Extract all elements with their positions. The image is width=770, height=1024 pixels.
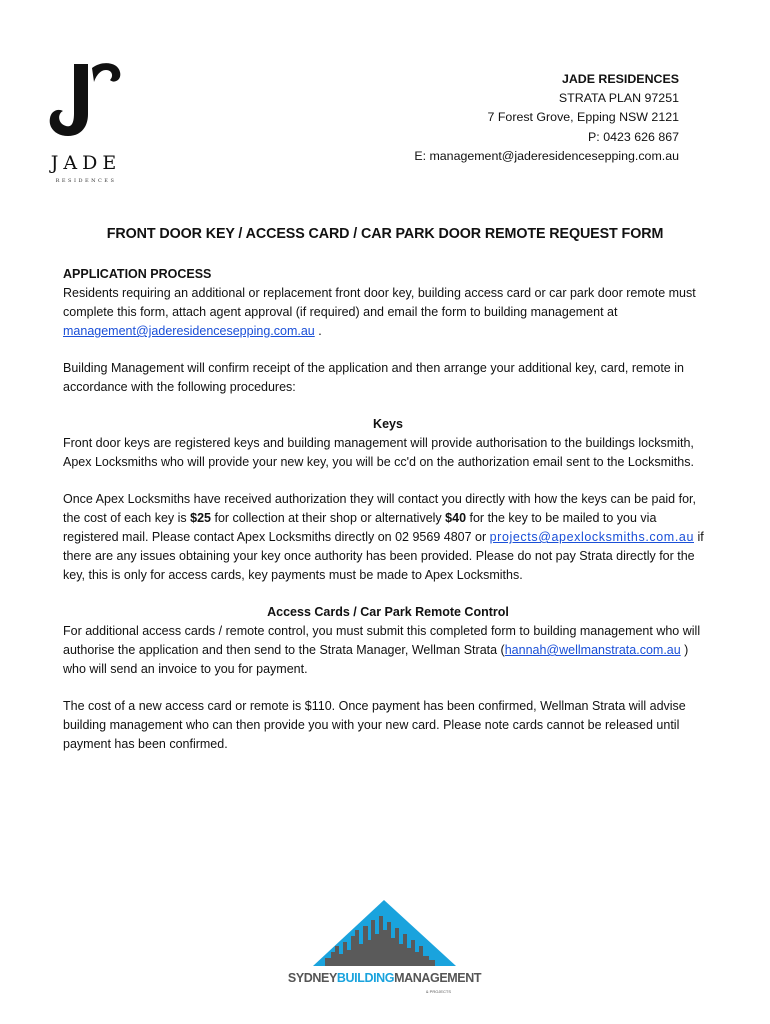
email: E: management@jaderesidencesepping.com.au (414, 148, 679, 163)
svg-text:& PROJECTS: & PROJECTS (425, 989, 451, 994)
phone: P: 0423 626 867 (588, 129, 679, 144)
form-title: FRONT DOOR KEY / ACCESS CARD / CAR PARK DOOR REMOTE REQUEST FORM (106, 226, 664, 242)
logo-subtitle: RESIDENCES (55, 178, 117, 184)
access-heading: Access Cards / Car Park Remote Control (267, 605, 509, 619)
management-email-link[interactable]: management@jaderesidencesepping.com.au (63, 324, 315, 338)
application-paragraph-2: Building Management will confirm receipt of the application and then arrange your additional key, card, remote in accordance with the following procedures: (63, 361, 684, 394)
access-paragraph-1: For additional access cards / remote control, you must submit this completed form to building management who will authorise the application and then send to the Strata Manager, Wellman Strata (hannah@wellmanstrata.com.au ) who will send an invoice to you for payment. (63, 624, 701, 676)
jade-logo (44, 58, 124, 184)
address-block (414, 70, 679, 166)
keys-paragraph-1: Front door keys are registered keys and building management will provide authorisation to the buildings locksmith, Apex Locksmiths who will provide your new key, you will be cc'd on the authorization email sent to the Locksmiths. (63, 436, 694, 469)
logo-wordmark: JADE (50, 152, 122, 174)
strata-plan: STRATA PLAN 97251 (558, 91, 679, 106)
wellman-email-link[interactable]: hannah@wellmanstrata.com.au (504, 643, 681, 657)
application-heading: APPLICATION PROCESS (63, 267, 212, 281)
application-paragraph-1: Residents requiring an additional or replacement front door key, building access card or car park door remote must complete this form, attach agent approval (if required) and email the form to building management at management@jaderesidencesepping.com.au . (63, 286, 696, 338)
apex-email-link[interactable]: projects@apexlocksmiths.com.au (489, 530, 694, 544)
building-name: JADE RESIDENCES (561, 72, 679, 86)
form-body (63, 265, 713, 772)
street-address: 7 Forest Grove, Epping NSW 2121 (487, 110, 679, 125)
keys-heading: Keys (373, 417, 403, 431)
svg-text:SYDNEYBUILDINGMANAGEMENT: SYDNEYBUILDINGMANAGEMENT (287, 971, 482, 985)
jade-j-mark (44, 58, 124, 138)
access-paragraph-2: The cost of a new access card or remote is $110. Once payment has been confirmed, Wellman Strata will advise building management who can then provide you with your new card. Please note cards cannot be released until payment has been confirmed. (63, 699, 686, 751)
keys-paragraph-2: Once Apex Locksmiths have received authorization they will contact you directly with how the keys can be paid for, the cost of each key is $25 for collection at their shop or alternatively $40 for the key to be mailed to you via registered mail. Please contact Apex Locksmiths directly on 02 9569 4807 or projects@apexlocksmiths.com.au if there are any issues obtaining your key once authority has been provided. Please do not pay Strata directly for the key, this is only for access cards, key payments must be made to Apex Locksmiths. (63, 492, 704, 582)
sydney-building-management-logo (287, 900, 482, 1002)
